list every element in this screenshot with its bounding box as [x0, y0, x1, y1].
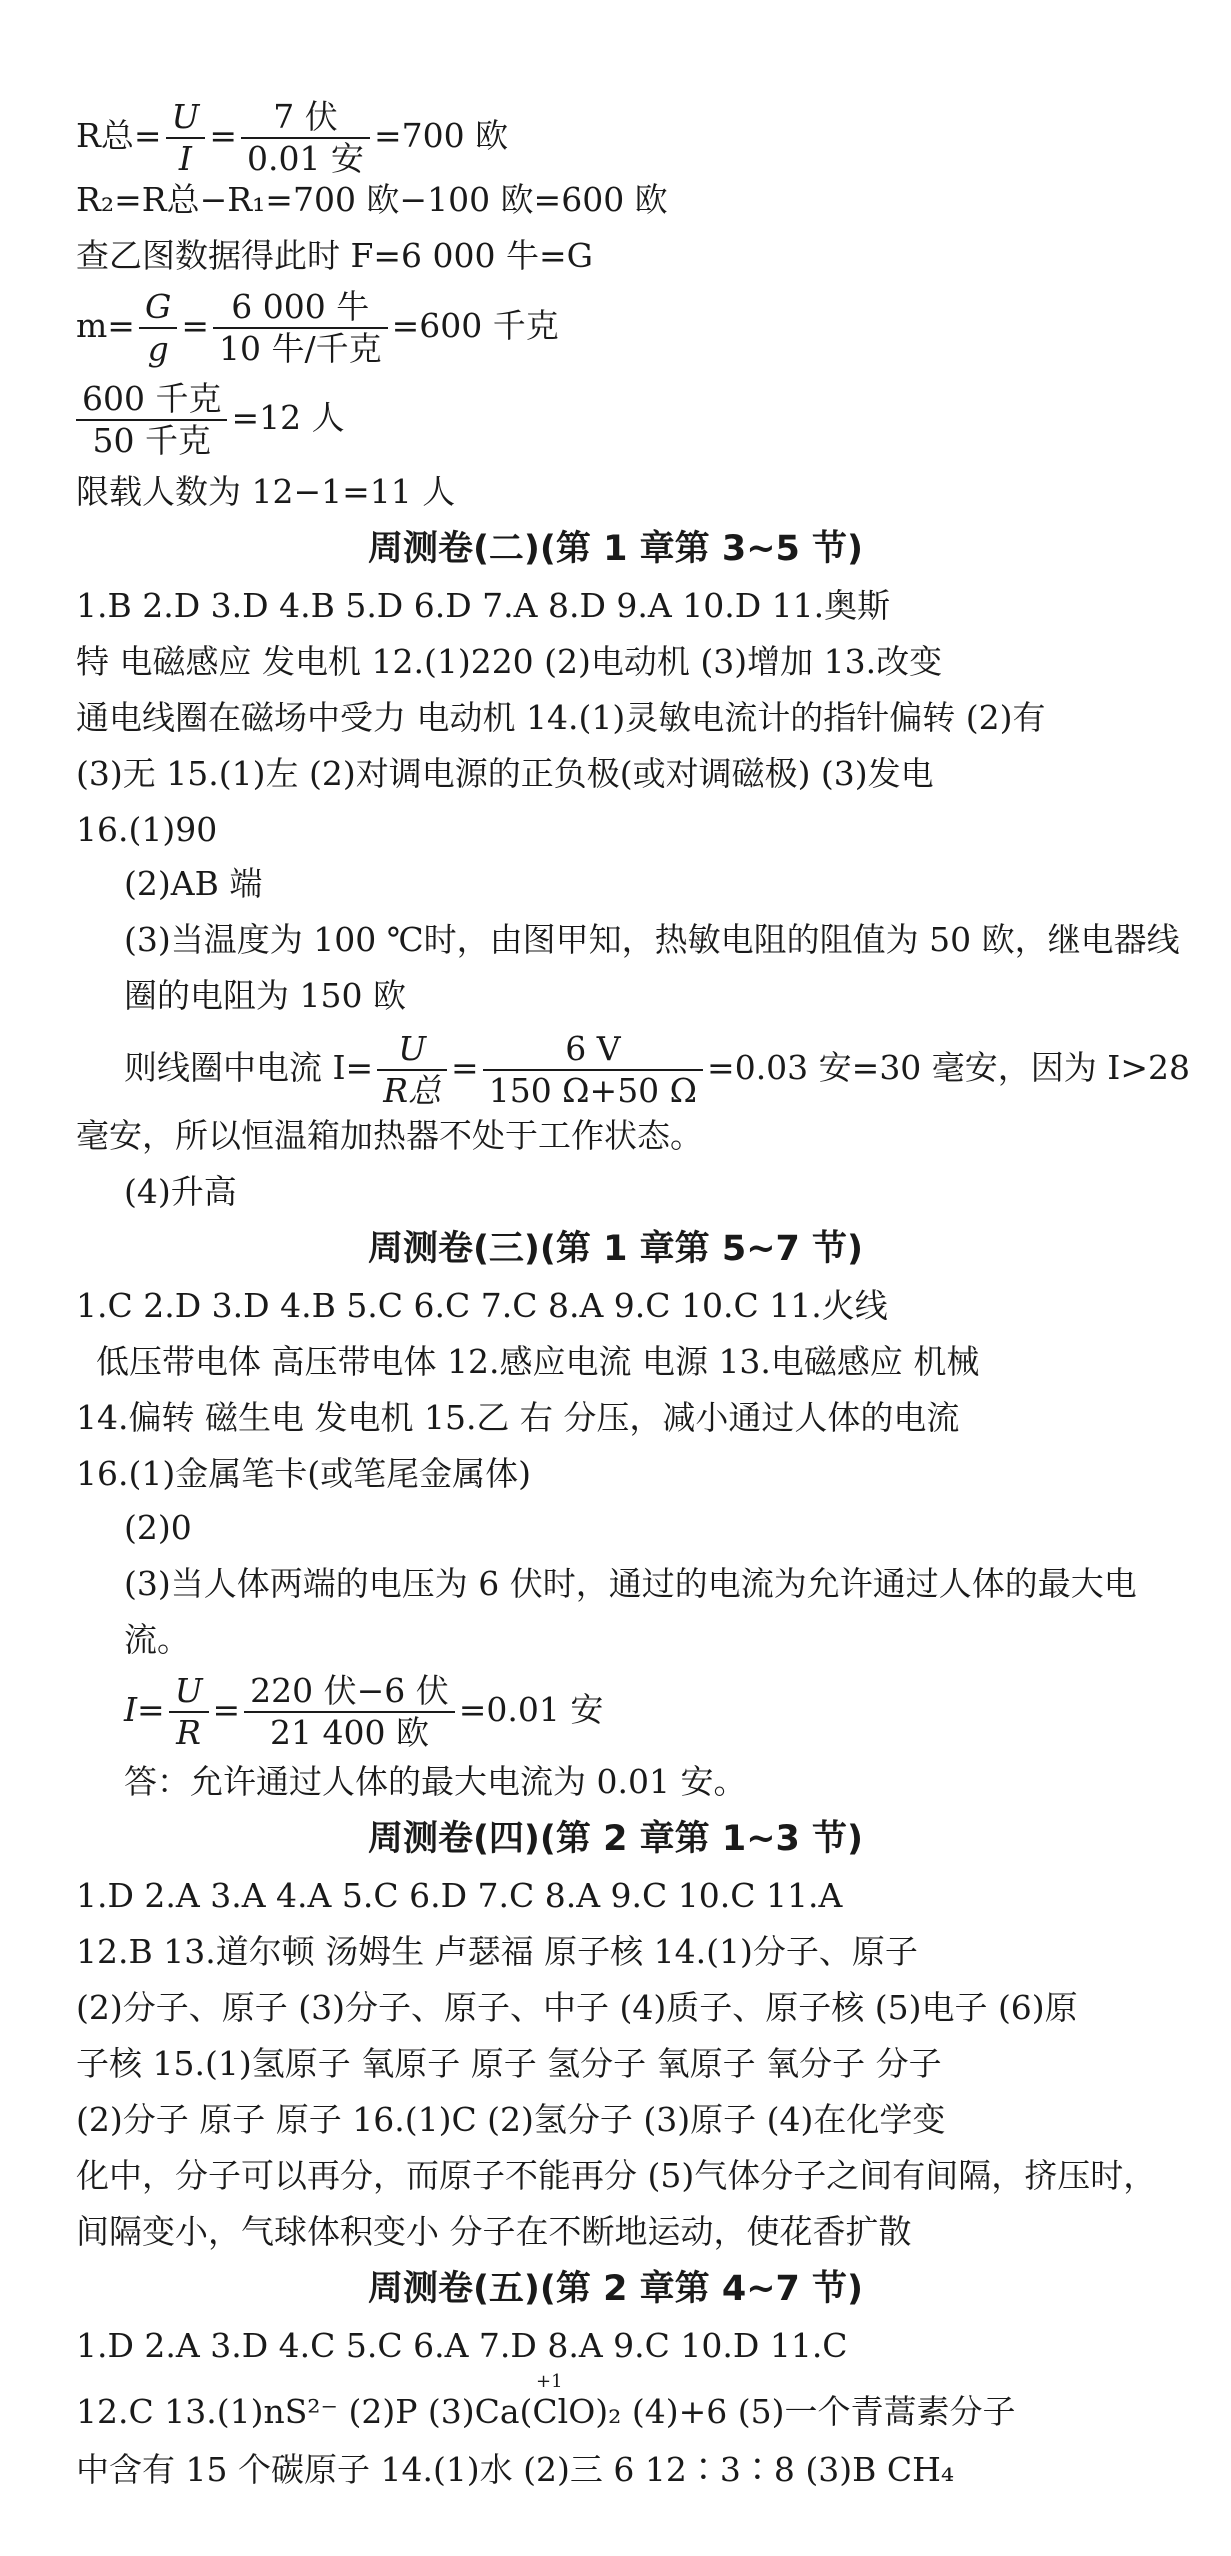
numerator: 600 千克 — [76, 379, 227, 421]
answer-line: (3)无 15.(1)左 (2)对调电源的正负极(或对调磁极) (3)发电 — [76, 754, 934, 793]
numerator: U — [166, 97, 206, 139]
fraction — [166, 97, 206, 179]
force-line: 查乙图数据得此时 F=6 000 牛=G — [76, 236, 594, 275]
mass-lhs: m= — [76, 306, 135, 345]
r-total-result: =700 欧 — [373, 116, 509, 155]
section-title-2: 周测卷(二)(第 1 章第 3~5 节) — [367, 529, 864, 569]
answer-line: 12.B 13.道尔顿 汤姆生 卢瑟福 原子核 14.(1)分子、原子 — [76, 1932, 918, 1971]
mass-line: m= $\frac{G}{g}$ = $\frac{\text{6 000 牛}}{\text{10 牛/千克}}$ =600 千克 — [76, 287, 559, 368]
numerator: 220 伏−6 伏 — [244, 1671, 455, 1713]
people-result: =12 人 — [231, 398, 345, 437]
answer-line: 1.B 2.D 3.D 4.B 5.D 6.D 7.A 8.D 9.A 10.D 11.奥斯 — [76, 586, 891, 625]
answer-line: 1.C 2.D 3.D 4.B 5.C 6.C 7.C 8.A 9.C 10.C 11.火线 — [76, 1286, 888, 1325]
answer-line: 16.(1)金属笔卡(或笔尾金属体) — [76, 1454, 531, 1493]
denominator: 21 400 欧 — [269, 1713, 429, 1752]
numerator: 7 伏 — [241, 97, 370, 139]
section-title-3: 周测卷(三)(第 1 章第 5~7 节) — [367, 1229, 864, 1269]
mass-result: =600 千克 — [391, 306, 559, 345]
answer-line: 14.偏转 磁生电 发电机 15.乙 右 分压，减小通过人体的电流 — [76, 1398, 960, 1437]
answer-line: (2)0 — [124, 1508, 192, 1547]
denominator: R总 — [383, 1071, 442, 1110]
section-title-5: 周测卷(五)(第 2 章第 4~7 节) — [367, 2269, 864, 2309]
numerator: U — [169, 1671, 209, 1713]
answer-line: 通电线圈在磁场中受力 电动机 14.(1)灵敏电流计的指针偏转 (2)有 — [76, 698, 1046, 737]
denominator: 50 千克 — [92, 421, 211, 460]
numerator: U — [377, 1029, 447, 1071]
r-total-lhs: R总= — [76, 116, 162, 155]
current-pre: I= — [124, 1690, 165, 1729]
r2-line: R₂=R总−R₁=700 欧−100 欧=600 欧 — [76, 180, 668, 219]
answer-line: 16.(1)90 — [76, 810, 218, 849]
fraction — [169, 1671, 209, 1753]
current-line: 则线圈中电流 I= $\frac{U}{\text{R总}}$ = $\frac{6 V}{150 \Omega+50 \Omega}$ =0.03 安=30 毫安，因为 I>28 — [124, 1029, 1190, 1110]
current-post: =0.01 安 — [458, 1690, 604, 1729]
answer-line: (4)升高 — [124, 1172, 237, 1211]
answer-line: 低压带电体 高压带电体 12.感应电流 电源 13.电磁感应 机械 — [96, 1342, 980, 1381]
numerator: G — [139, 287, 177, 329]
fraction — [76, 379, 227, 461]
section-title-4: 周测卷(四)(第 2 章第 1~3 节) — [367, 1819, 864, 1859]
answer-line: (2)分子、原子 (3)分子、原子、中子 (4)质子、原子核 (5)电子 (6)原 — [76, 1988, 1078, 2027]
denominator: 150 Ω+50 Ω — [488, 1071, 698, 1110]
answer-line: 化中，分子可以再分，而原子不能再分 (5)气体分子之间有间隔，挤压时， — [76, 2156, 1157, 2195]
denominator: 10 牛/千克 — [218, 329, 382, 368]
answer-line: 答：允许通过人体的最大电流为 0.01 安。 — [124, 1762, 747, 1801]
answer-line: 圈的电阻为 150 欧 — [124, 976, 406, 1015]
answer-line: (3)当温度为 100 ℃时，由图甲知，热敏电阻的阻值为 50 欧，继电器线 — [124, 920, 1180, 959]
current-line-2: I= $\frac{U}{R}$ = $\frac{\text{220 伏−6 伏}}{\text{21 400 欧}}$ =0.01 安 — [124, 1671, 604, 1752]
fraction — [139, 287, 177, 369]
answer-line: (2)分子 原子 原子 16.(1)C (2)氢分子 (3)原子 (4)在化学变 — [76, 2100, 946, 2139]
answer-line: (3)当人体两端的电压为 6 伏时，通过的电流为允许通过人体的最大电 — [124, 1564, 1137, 1603]
answer-line: 12.C 13.(1)nS²⁻ (2)P (3)Ca(ClO)₂ (4)+6 (5)一个青蒿素分子 — [76, 2392, 1016, 2431]
denominator: I — [178, 139, 192, 178]
answer-line: 流。 — [124, 1620, 190, 1659]
fraction — [483, 1029, 703, 1111]
answer-line: 特 电磁感应 发电机 12.(1)220 (2)电动机 (3)增加 13.改变 — [76, 642, 943, 681]
fraction — [377, 1029, 447, 1111]
numerator: 6 V — [483, 1029, 703, 1071]
fraction — [241, 97, 370, 179]
fraction — [244, 1671, 455, 1753]
answer-line: (2)AB 端 — [124, 864, 263, 903]
answer-line: 1.D 2.A 3.D 4.C 5.C 6.A 7.D 8.A 9.C 10.D 11.C — [76, 2326, 848, 2365]
answer-line: 子核 15.(1)氢原子 氧原子 原子 氢分子 氧原子 氧分子 分子 — [76, 2044, 942, 2083]
answer-line: 1.D 2.A 3.A 4.A 5.C 6.D 7.C 8.A 9.C 10.C 11.A — [76, 1876, 843, 1915]
denominator: R — [176, 1713, 202, 1752]
current-pre: 则线圈中电流 I= — [124, 1048, 374, 1087]
fraction — [213, 287, 388, 369]
limit-line: 限载人数为 12−1=11 人 — [76, 472, 456, 511]
r-total-line: R总= $\frac{U}{I}$ = $\frac{\text{7 伏}}{\text{0.01 安}}$ =700 欧 — [76, 97, 509, 178]
answer-line: 间隔变小，气球体积变小 分子在不断地运动，使花香扩散 — [76, 2212, 912, 2251]
denominator: g — [147, 329, 169, 368]
answer-line: 毫安，所以恒温箱加热器不处于工作状态。 — [76, 1116, 703, 1155]
numerator: 6 000 牛 — [213, 287, 388, 329]
current-post: =0.03 安=30 毫安，因为 I>28 — [707, 1048, 1190, 1087]
denominator: 0.01 安 — [246, 139, 364, 178]
people-line — [76, 374, 1191, 462]
valence-mark: +1 — [536, 2371, 563, 2392]
answer-line: 中含有 15 个碳原子 14.(1)水 (2)三 6 12∶3∶8 (3)B CH₄ — [76, 2450, 955, 2489]
